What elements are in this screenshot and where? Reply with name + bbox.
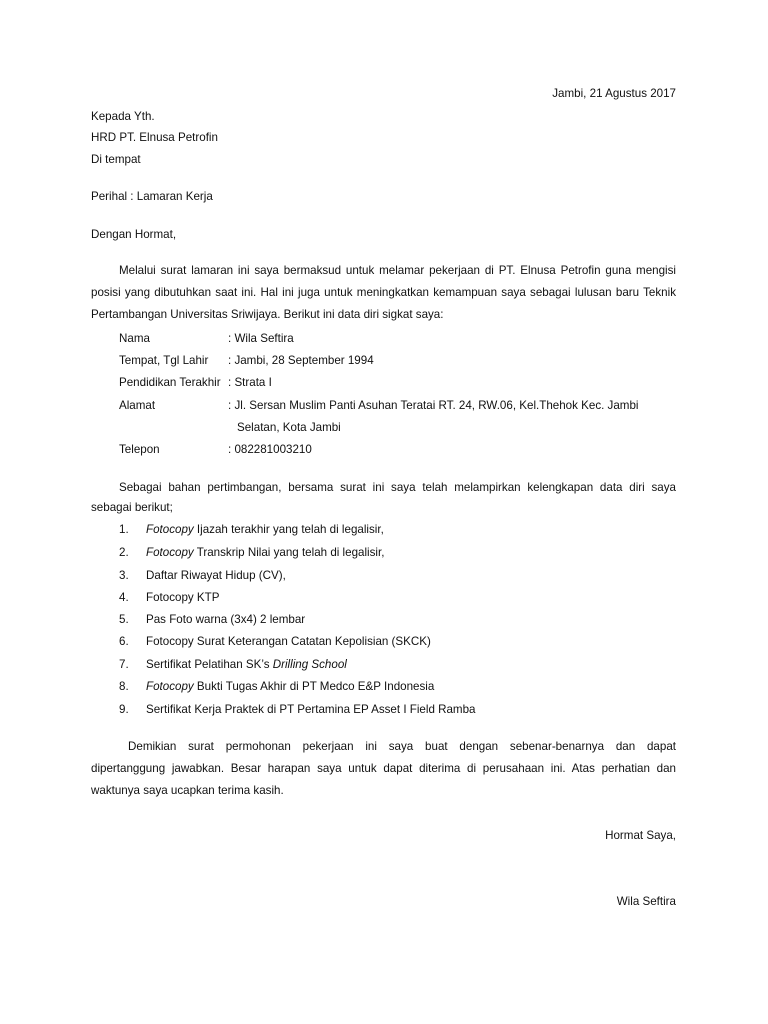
- attachment-item-italic: Fotocopy: [146, 523, 194, 536]
- attachment-number: 2.: [119, 546, 129, 559]
- attachment-item: Fotocopy Surat Keterangan Catatan Kepolisian (SKCK): [146, 635, 431, 648]
- intro-line-1: Melalui surat lamaran ini saya bermaksud untuk melamar pekerjaan di PT. Elnusa Petrofin guna mengisi: [119, 264, 676, 277]
- attachment-number: 6.: [119, 635, 129, 648]
- attachment-item-text: Ijazah terakhir yang telah di legalisir,: [193, 523, 384, 536]
- recipient-line-1: Kepada Yth.: [91, 110, 155, 123]
- attachment-item-italic: Fotocopy: [146, 680, 194, 693]
- attachment-number: 9.: [119, 703, 129, 716]
- closing-line-1: Demikian surat permohonan pekerjaan ini saya buat dengan sebenar-benarnya dan dapat: [128, 740, 676, 753]
- attachment-number: 3.: [119, 569, 129, 582]
- attachment-item: Pas Foto warna (3x4) 2 lembar: [146, 613, 306, 626]
- attachment-item-text: Transkrip Nilai yang telah di legalisir,: [193, 546, 385, 559]
- attachment-item: [146, 523, 384, 537]
- attachment-item-text: Bukti Tugas Akhir di PT Medco E&P Indonesia: [193, 680, 435, 693]
- attachment-item: Daftar Riwayat Hidup (CV),: [146, 569, 286, 582]
- greeting: Dengan Hormat,: [91, 228, 177, 241]
- intro-line-3: Pertambangan Universitas Sriwijaya. Berikut ini data diri sigkat saya:: [91, 308, 444, 321]
- personal-label-name: Nama: [119, 332, 150, 345]
- closing-line-2: dipertanggung jawabkan. Besar harapan saya untuk dapat diterima di perusahaan ini. Atas perhatian dan: [91, 762, 676, 775]
- attachments-intro-line-2: sebagai berikut;: [91, 501, 173, 514]
- attachment-item-italic: Fotocopy: [146, 546, 194, 559]
- attachment-item-text: Sertifikat Pelatihan SK’s: [146, 658, 273, 671]
- subject-line: Perihal : Lamaran Kerja: [91, 190, 213, 203]
- personal-value-education: : Strata I: [228, 376, 272, 389]
- personal-label-birth: Tempat, Tgl Lahir: [119, 354, 209, 367]
- attachment-item: Sertifikat Kerja Praktek di PT Pertamina EP Asset I Field Ramba: [146, 703, 476, 716]
- attachment-number: 1.: [119, 523, 129, 536]
- attachment-item: [146, 546, 384, 560]
- signature-name: Wila Seftira: [616, 895, 676, 908]
- intro-line-2: posisi yang dibutuhkan saat ini. Hal ini juga untuk meningkatkan kemampuan saya sebagai lulusan baru Teknik: [91, 286, 676, 299]
- attachment-item-italic: Drilling School: [272, 658, 347, 671]
- attachment-number: 8.: [119, 680, 129, 693]
- closing-paragraph: [91, 740, 676, 798]
- recipient-line-2: HRD PT. Elnusa Petrofin: [91, 131, 218, 144]
- personal-label-education: Pendidikan Terakhir: [119, 376, 221, 389]
- personal-value-name: : Wila Seftira: [228, 332, 294, 345]
- personal-value-birth: : Jambi, 28 September 1994: [228, 354, 374, 367]
- intro-paragraph: [91, 264, 676, 322]
- attachment-number: 5.: [119, 613, 129, 626]
- recipient-line-3: Di tempat: [91, 153, 141, 166]
- signoff: Hormat Saya,: [605, 829, 676, 842]
- personal-value-phone: : 082281003210: [228, 443, 312, 456]
- attachments-intro: [91, 481, 676, 515]
- attachment-number: 4.: [119, 591, 129, 604]
- personal-label-phone: Telepon: [119, 443, 160, 456]
- attachments-intro-line-1: Sebagai bahan pertimbangan, bersama surat ini saya telah melampirkan kelengkapan data diri saya: [119, 481, 676, 494]
- personal-value-address-cont: Selatan, Kota Jambi: [237, 421, 341, 434]
- attachment-number: 7.: [119, 658, 129, 671]
- attachment-item: [146, 658, 347, 672]
- attachment-item: [146, 680, 434, 694]
- letter-date: Jambi, 21 Agustus 2017: [552, 87, 676, 100]
- attachment-item: Fotocopy KTP: [146, 591, 220, 604]
- closing-line-3: waktunya saya ucapkan terima kasih.: [91, 784, 284, 797]
- personal-label-address: Alamat: [119, 399, 156, 412]
- personal-value-address: : Jl. Sersan Muslim Panti Asuhan Teratai RT. 24, RW.06, Kel.Thehok Kec. Jambi: [228, 399, 639, 412]
